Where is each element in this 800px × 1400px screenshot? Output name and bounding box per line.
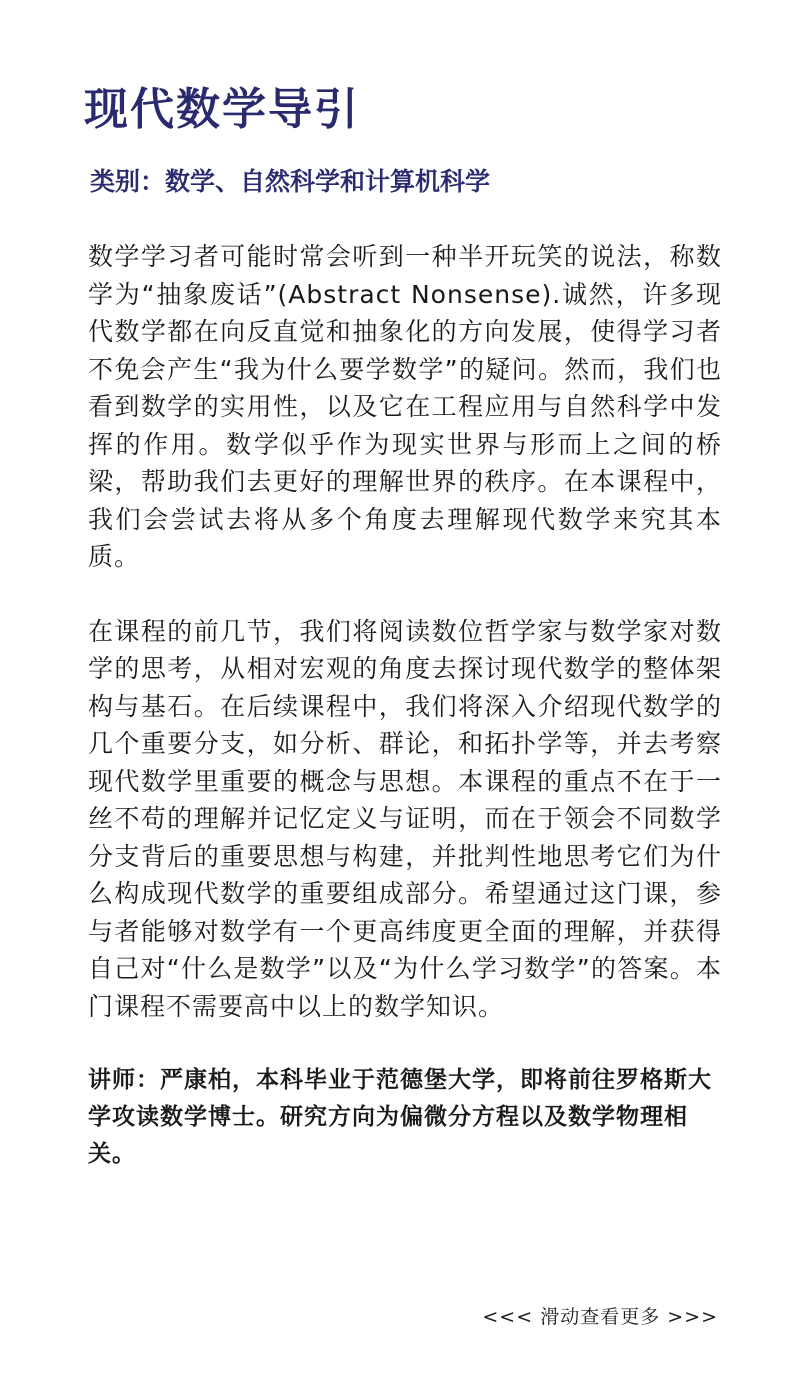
description-paragraph-2: 在课程的前几节，我们将阅读数位哲学家与数学家对数学的思考，从相对宏观的角度去探讨现代数学的整体架构与基石。在后续课程中，我们将深入介绍现代数学的几个重要分支，如分析、群论，和拓扑学等，并去考察现代数学里重要的概念与思想。本课程的重点不在于一丝不苟的理解并记忆定义与证明，而在于领会不同数学分支背后的重要思想与构建，并批判性地思考它们为什么构成现代数学的重要组成部分。希望通过这门课，参与者能够对数学有一个更高纬度更全面的理解，并获得自己对“什么是数学”以及“为什么学习数学”的答案。本门课程不需要高中以上的数学知识。 xyxy=(88,616,722,1021)
course-title: 现代数学导引 xyxy=(84,84,360,135)
swipe-for-more-hint[interactable]: <<< 滑动查看更多 >>> xyxy=(482,1306,718,1328)
instructor-info: 讲师：严康柏，本科毕业于范德堡大学，即将前往罗格斯大学攻读数学博士。研究方向为偏微分方程以及数学物理相关。 xyxy=(88,1067,712,1167)
course-category: 类别：数学、自然科学和计算机科学 xyxy=(90,167,491,196)
description-paragraph-1: 数学学习者可能时常会听到一种半开玩笑的说法，称数学为“抽象废话”(Abstract Nonsense).诚然，许多现代数学都在向反直觉和抽象化的方向发展，使得学习者不免会产生“我为什么要学数学”的疑问。然而，我们也看到数学的实用性，以及它在工程应用与自然科学中发挥的作用。数学似乎作为现实世界与形而上之间的桥梁，帮助我们去更好的理解世界的秩序。在本课程中，我们会尝试去将从多个角度去理解现代数学来究其本质。 xyxy=(88,242,722,571)
